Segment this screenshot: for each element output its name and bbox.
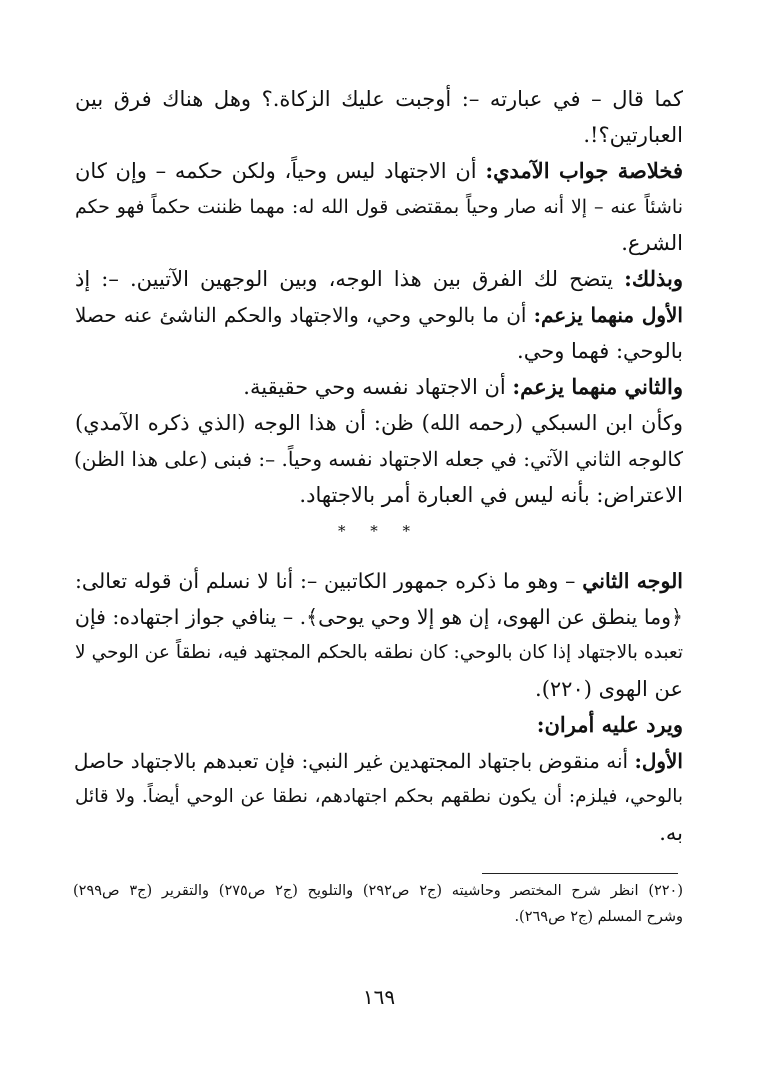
bold-lead: وبذلك: [624,266,683,291]
bold-lead: والثاني منهما يزعم: [512,374,683,399]
text-line: كالوجه الثاني الآتي: في جعله الاجتهاد نفسه وحياً. –: فبنى (على هذا الظن) [73,447,683,471]
bold-lead: الأول منهما يزعم: [533,303,683,327]
text-line: الأول: أنه منقوض باجتهاد المجتهدين غير النبي: فإن تعبدهم بالاجتهاد حاصل [73,749,683,773]
text-line: الوجه الثاني – وهو ما ذكره جمهور الكاتبين –: أنا لا نسلم أن قوله تعالى: [75,569,684,593]
page-number: ١٦٩ [362,985,396,1009]
text-line: به. [659,821,683,845]
text-line: فخلاصة جواب الآمدي: أن الاجتهاد ليس وحياً، ولكن حكمه – وإن كان [75,158,683,183]
bold-lead: الأول: [634,749,683,773]
bold-lead: الوجه الثاني [582,569,684,593]
text-line: بالوحي، فيلزم: أن يكون نطقهم بحكم اجتهادهم، نطقا عن الوحي أيضاً. ولا قائل [75,786,683,807]
text-line: وبذلك: يتضح لك الفرق بين هذا الوجه، وبين الوجهين الآتيين. –: إذ [75,266,683,291]
text-line: الاعتراض: بأنه ليس في العبارة أمر بالاجتهاد. [299,483,683,507]
footnote-line: (٢٢٠) انظر شرح المختصر وحاشيته (ج٢ ص٢٩٢) والتلويح (ج٢ ص٢٧٥) والتقرير (ج٣ ص٢٩٩) [73,883,684,899]
text-line: الشرع. [621,231,683,255]
text-line: العبارتين؟!. [583,123,683,147]
footnote-divider [482,873,678,874]
text-line [75,708,683,742]
text-line: عن الهوى (٢٢٠). [535,677,683,701]
text-line: الأول منهما يزعم: أن ما بالوحي وحي، والاجتهاد والحكم الناشئ عنه حصلا [75,303,683,327]
bold-lead: فخلاصة جواب الآمدي: [485,158,683,183]
text-line: تعبده بالاجتهاد إذا كان بالوحي: كان نطقه بالحكم المجتهد فيه، نطقاً عن الوحي لا [75,642,683,663]
text-line: ﴿وما ينطق عن الهوى، إن هو إلا وحي يوحى﴾. – ينافي جواز اجتهاده: فإن [74,605,683,629]
text-line: والثاني منهما يزعم: أن الاجتهاد نفسه وحي حقيقية. [243,374,683,399]
text-line: ناشئاً عنه – إلا أنه صار وحياً بمقتضى قول الله له: مهما ظننت حكماً فهو حكم [75,196,683,218]
section-separator: * * * [337,522,421,540]
footnote-line: وشرح المسلم (ج٢ ص٢٦٩). [514,909,683,925]
text-line: كما قال – في عبارته –: أوجبت عليك الزكاة.؟ وهل هناك فرق بين [75,87,683,111]
text-line: بالوحي: فهما وحي. [517,339,683,363]
bold-lead: ويرد عليه أمران: [536,712,683,737]
text-line: وكأن ابن السبكي (رحمه الله) ظن: أن هذا الوجه (الذي ذكره الآمدي) [75,411,683,435]
